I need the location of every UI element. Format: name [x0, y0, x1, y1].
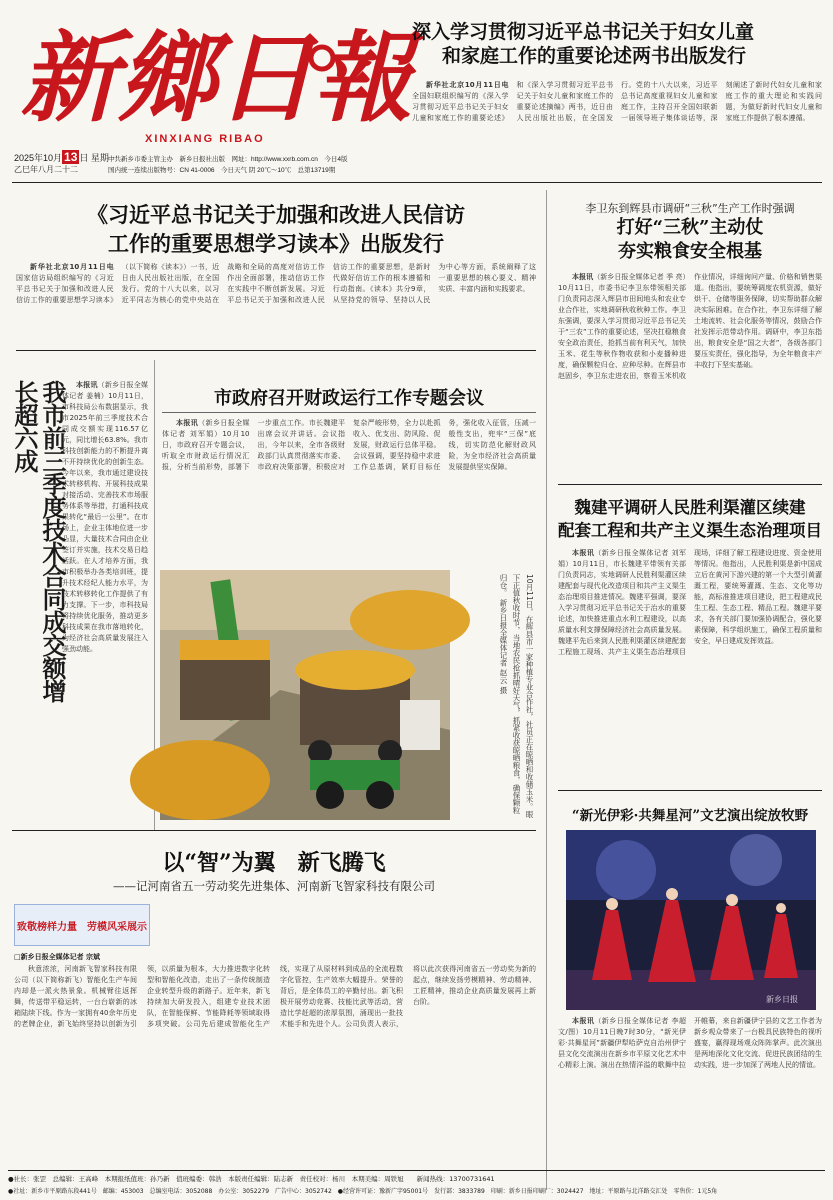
irrigation-story-divider: [558, 790, 822, 791]
main-story-divider: [16, 350, 536, 351]
finance-story-text: （新乡日报全媒体记者 刘军娟）10月10日，市政府召开专题会议，听取全市财政运行情况汇报，分析当前形势，部署下一步重点工作。市长魏建平出席会议并讲话。会议指出，今年以来，全市各级财政部门认真贯彻落实市委、市政府决策部署，积极应对复杂严峻形势，全力以赴抓收入、优支出、防风险、促发展，财政运行总体平稳。会议强调，要坚持稳中求进工作总基调，紧盯目标任务，强化收入征管，压减一般性支出，兜牢“三保”底线，切实防范化解财政风险，为全市经济社会高质量发展提供坚实保障。: [162, 419, 536, 471]
main-story-title-line1: 《习近平总书记关于加强和改进人民信访: [87, 202, 465, 227]
side-story-1-kicker: 李卫东到辉县市调研“三秋”生产工作时强调: [585, 202, 795, 215]
irrigation-story-title-line1: 魏建平调研人民胜利渠灌区续建: [574, 498, 806, 517]
side-story-1-title: [558, 216, 822, 264]
side-story-1-lead: 本报讯: [572, 273, 594, 281]
svg-text:新鄉日報: 新鄉日報: [20, 21, 413, 136]
feature-story-title: 以“智”为翼 新飞腾飞: [162, 850, 386, 876]
vertical-story-text: （新乡日报全媒体记者 姜楠）10月11日，市科技局公布数据显示，我市2025年前三季度技术合同成交额实现116.57亿元，同比增长63.8%。我市科技创新能力的不断提升离不开持续优化的创新生态。今年以来，我市通过建设技术转移机构、开展科技成果对接活动、完善技术市场服务体系等举措，打通科技成果转化“最后一公里”。在市场上，企业主体地位进一步凸显，大量技术合同由企业签订并实施，技术交易日趋活跃。在人才培养方面，我市积极举办各类培训班，提升技术经纪人能力水平，为技术转移转化工作提供了有力支撑。下一步，市科技局将持续优化服务，推动更多科技成果在我市落地转化，为经济社会高质量发展注入强劲动能。: [62, 381, 149, 653]
feature-banner: [14, 904, 150, 946]
irrigation-story-lead: 本报讯: [572, 549, 595, 557]
side-story-1-title-line1: 打好“三秋”主动仗: [616, 217, 764, 238]
top-story-body: [412, 80, 822, 176]
photo-caption: [456, 574, 536, 820]
irrigation-story-title-line2: 配套工程和共产主义渠生态治理项目: [558, 521, 822, 540]
culture-story-title: “新光伊彩·共舞星河”文艺演出绽放牧野: [571, 808, 809, 824]
culture-story-lead: 本报讯: [572, 1017, 595, 1025]
footer-line-2: ●社址：新乡市平原路东段441号 邮编：453003 总编室电话：3052088 办公室：3052279 广告中心：3052742 ●经营许可证：豫新广字95001号 发行部：3833789 印刷：新乡日报印刷厂：3024427 地址：平原路与北洋路交汇处 零售价：1元5角: [8, 1188, 718, 1195]
main-story-title: [16, 200, 536, 258]
main-story-text: 国家信访局组织编写的《习近平总书记关于加强和改进人民信访工作的重要思想学习读本》（以下简称《读本》）一书，近日由人民出版社出版，在全国发行。党的十八大以来，以习近平同志为核心的党中央站在战略和全局的高度对信访工作作出全面部署，推动信访工作在实践中不断创新发展。习近平总书记关于加强和改进人民信访工作的重要思想，是新时代做好信访工作的根本遵循和行动指南。《读本》共分9章，从坚持党的领导、坚持以人民为中心等方面，系统阐释了这一重要思想的核心要义、精神实质、丰富内涵和实践要求。: [16, 263, 536, 304]
vertical-story-lead: 本报讯: [76, 381, 98, 389]
side-story-1-text: （新乡日报全媒体记者 季 亮）10月11日，市委书记李卫东带领相关部门负责同志深入辉县市田间地头和农业专业合作社，实地调研秋收秋种工作。李卫东强调，要深入学习贯彻习近平总书记关于“三农”工作的重要论述，坚决扛稳粮食安全政治责任，抢抓当前有利天气，加快玉米、花生等秋作物收获和小麦播种进度，确保颗粒归仓、应种尽种。在辉县市赵固乡，李卫东走进农田，察看玉米机收作业情况，详细询问产量、价格和销售渠道。他指出，要统筹调度农机资源，做好烘干、仓储等服务保障，切实帮助群众解决实际困难。在合作社，李卫东详细了解土地流转、社会化服务等情况，鼓励合作社发挥示范带动作用。调研中，李卫东指出，粮食安全是“国之大者”，各级各部门要压实责任，强化指导，为全年粮食丰产丰收打下坚实基础。: [558, 273, 822, 380]
culture-story-body: [558, 1016, 822, 1166]
irrigation-story-title: [558, 496, 822, 542]
feature-story-text: 秋意浓浓，河南新飞智家科技有限公司（以下简称新飞）智能化生产车间内却是一派火热景象。机械臂往返挥舞，传送带平稳运转，一台台崭新的冰箱陆续下线。作为一家拥有40余年历史的老牌企业，新飞始终坚持以创新为引领，以质量为根本，大力推进数字化转型和智能化改造，走出了一条传统制造企业转型升级的新路子。近年来，新飞持续加大研发投入，组建专业技术团队，在智能保鲜、节能降耗等领域取得多项突破。公司先后建成智能化生产线，实现了从原材料到成品的全流程数字化管控，生产效率大幅提升。荣誉的背后，是全体员工的辛勤付出。新飞积极开展劳动竞赛、技能比武等活动，营造比学赶超的浓厚氛围，涌现出一批技术能手和先进个人。公司负责人表示，将以此次获得河南省五一劳动奖为新的起点，继续发扬劳模精神、劳动精神、工匠精神，推动企业高质量发展再上新台阶。: [14, 965, 536, 1028]
feature-top-divider: [12, 830, 536, 831]
side-story-1-divider: [558, 484, 822, 485]
vertical-story-body: [62, 380, 148, 820]
footer-line-1: ●社长：张罡 总编辑：王高峰 本期报纸值班：孙乃新 值班编委：韩浩 本版责任编辑：陆志新 责任校对：杨川 本期美编：周铁旭 新闻热线：13700731641: [8, 1175, 495, 1183]
top-story-text: 全国妇联组织编写的《深入学习贯彻习近平总书记关于妇女儿童和家庭工作的重要论述》和《深入学习贯彻习近平总书记关于妇女儿童和家庭工作的重要论述摘编》两书，近日由人民出版社出版，在全国发行。党的十八大以来，习近平总书记高度重视妇女儿童和家庭工作，主持召开全国妇联新一届领导班子集体谈话等，深刻阐述了新时代妇女儿童和家庭工作的重大理论和实践问题，为做好新时代妇女儿童和家庭工作提供了根本遵循。: [412, 81, 822, 122]
feature-banner-text: 致敬榜样力量 劳模风采展示: [17, 922, 147, 933]
top-story-lead: 新华社北京10月11日电: [426, 81, 509, 89]
irrigation-story-body: [558, 548, 822, 782]
corn-harvest-photo: [160, 570, 450, 820]
issue-date-day: 13: [64, 150, 78, 164]
finance-story-title: 市政府召开财政运行工作专题会议: [214, 388, 484, 409]
finance-title-underline: [162, 412, 536, 413]
footer-divider: [8, 1170, 825, 1171]
side-story-1-body: [558, 272, 822, 476]
masthead-pinyin: XINXIANG RIBAO: [145, 133, 265, 145]
vertical-story-title: 我市前三季度技术合同成交额增长超六成: [10, 380, 67, 702]
side-story-1-title-line2: 夯实粮食安全根基: [618, 241, 762, 262]
main-story-title-line2: 工作的重要思想学习读本》出版发行: [108, 231, 444, 256]
irrigation-story-text: （新乡日报全媒体记者 刘军娟）10月11日，市长魏建平带领有关部门负责同志，实地调研人民胜利渠灌区续建配套与现代化改造项目和共产主义渠生态治理项目推进情况。魏建平强调，要深入学习贯彻习近平总书记关于治水的重要论述，加快推进重点水利工程建设，以高质量水利支撑保障经济社会高质量发展。魏建平先后来到人民胜利渠灌区续建配套工程施工现场、共产主义渠生态治理项目现场，详细了解工程建设进度、资金使用等情况。他指出，人民胜利渠是新中国成立后在黄河下游兴建的第一个大型引黄灌溉工程，要统筹灌溉、生态、文化等功能，高标准推进项目建设，把工程建成民生工程、生态工程、精品工程。魏建平要求，各有关部门要加强协调配合，强化要素保障，科学组织施工，确保工程质量和安全，早日建成发挥效益。: [558, 549, 822, 656]
code-line: 国内统一连续出版物号：CN 41-0006 今日天气 阴 20℃～10℃ 总第13719期: [108, 167, 336, 174]
top-story-title-line1: 深入学习贯彻习近平总书记关于妇女儿童: [412, 21, 755, 43]
culture-story-text: （新乡日报全媒体记者 李超 文/图）10月11日晚7时30分，“新光伊彩·共舞星河”新疆伊犁哈萨克自治州伊宁县文化交流演出在新乡市平原文化艺术中心精彩上演。演出在热情洋溢的歌舞中拉开帷幕，来自新疆伊宁县的文艺工作者为新乡观众带来了一台极具民族特色的视听盛宴，赢得现场观众阵阵掌声。此次演出是两地深化文化交流、促进民族团结的生动实践，进一步加深了两地人民的情谊。: [558, 1017, 822, 1069]
lunar-date: 乙巳年八月二十二: [14, 165, 78, 174]
top-story-title: [412, 20, 822, 68]
feature-story-subtitle: ——记河南省五一劳动奖先进集体、河南新飞智家科技有限公司: [113, 879, 435, 893]
main-story-body: [16, 262, 536, 340]
photo-caption-text: 10月11日，在辉县市一家种植专业合作社，社员正在晾晒和收储玉米。眼下正值秋收时节，当地农民抢抓晴好天气，抓紧收获晾晒粮食，确保颗粒归仓。: [499, 574, 534, 819]
issue-weekday: 日 星期一: [79, 153, 118, 163]
main-story-lead: 新华社北京10月11日电: [30, 263, 114, 271]
column-divider: [546, 190, 547, 1190]
finance-story-body: [162, 418, 536, 564]
masthead-divider: [12, 182, 822, 183]
finance-story-lead: 本报讯: [176, 419, 199, 427]
feature-story-body: [14, 964, 536, 1166]
newspaper-logo: [14, 4, 413, 136]
photo-caption-credit: 新乡日报全媒体记者 赵云 摄: [499, 598, 508, 694]
publisher-line: 中共新乡市委主管主办 新乡日报社出版 网址：http://www.xxrb.com.cn 今日4版: [108, 156, 348, 163]
issue-date-month: 2025年10月: [14, 153, 63, 163]
feature-byline: □新乡日报全媒体记者 宗斌: [14, 953, 101, 961]
dance-performance-photo: [566, 830, 816, 1010]
issue-date: [14, 150, 118, 164]
svg-text:新乡日报: 新乡日报: [766, 995, 798, 1004]
top-story-title-line2: 和家庭工作的重要论述两书出版发行: [442, 45, 747, 67]
